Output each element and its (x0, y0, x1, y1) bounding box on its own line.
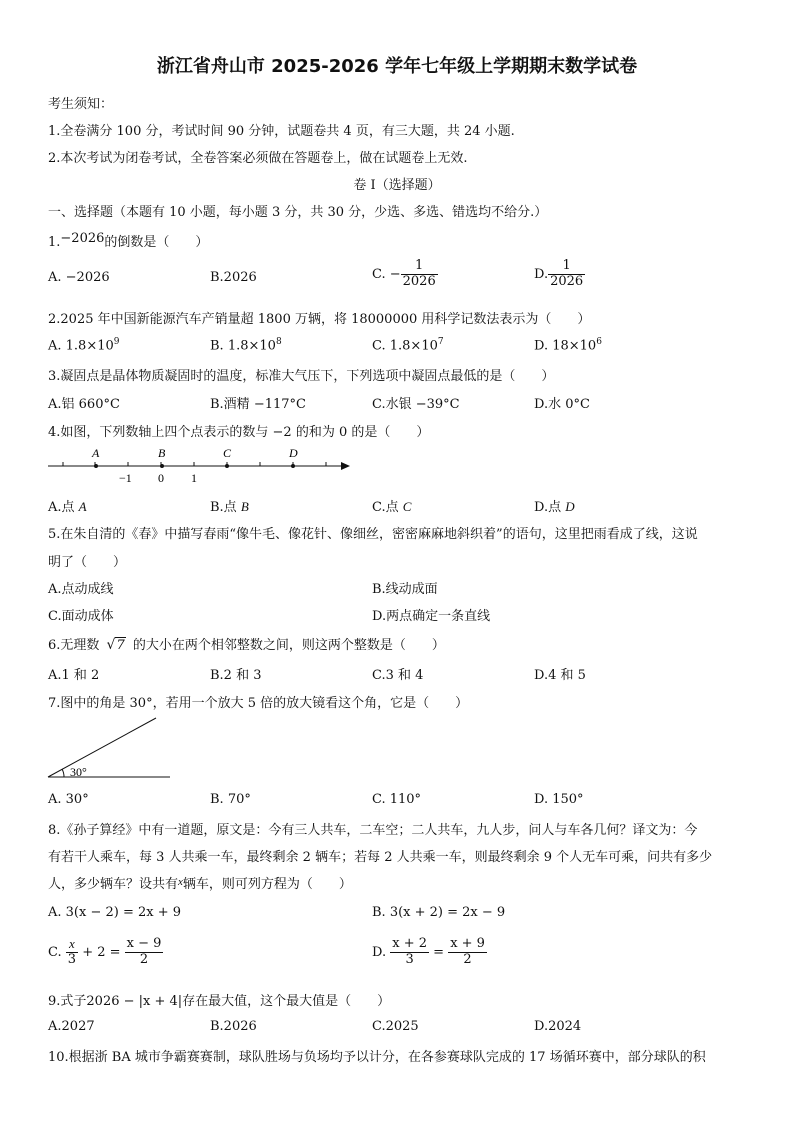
q1-option-b: B.2026 (210, 270, 257, 285)
q8-option-c: C. $\frac{x}{3}$ + 2 = $\frac{x - 9}{2}$ (48, 936, 162, 967)
point-a-label: A (92, 446, 100, 460)
tick-label-0: 0 (158, 471, 164, 485)
q1-option-c: C. − $\frac{1}{2026}$ (372, 258, 436, 289)
exam-title: 浙江省舟山市 2025-2026 学年七年级上学期期末数学试卷 (156, 56, 638, 77)
number-line-arrow (341, 462, 350, 470)
notice-item-2: 2.本次考试为闭卷考试，全卷答案必须做在答题卷上，做在试题卷上无效. (48, 151, 468, 166)
q6-option-a: A.1 和 2 (48, 668, 100, 683)
question-9-stem: 9.式子2026 − |x + 4|存在最大值，这个最大值是（ ） (48, 994, 391, 1009)
q1-option-a: A. −2026 (48, 270, 110, 285)
question-2-stem: 2.2025 年中国新能源汽车产销量超 1800 万辆，将 18000000 用科学记数法表示为（ ） (48, 312, 591, 327)
q3-option-c: C.水银 −39°C (372, 397, 460, 412)
q5-option-b: B.线动成面 (372, 582, 438, 597)
q1-option-d: D. $\frac{1}{2026}$ (534, 258, 584, 289)
point-a (94, 464, 98, 468)
q8-option-d: D. $\frac{x + 2}{3}$ = $\frac{x + 9}{2}$ (372, 936, 485, 967)
q3-option-d: D.水 0°C (534, 397, 590, 412)
q9-option-a: A.2027 (48, 1019, 95, 1034)
q8-option-a: A. 3(x − 2) = 2x + 9 (48, 905, 182, 920)
q2-option-c: C. $1.8\times 10^7$ (372, 337, 444, 354)
q7-option-c: C. 110° (372, 792, 422, 807)
question-5-stem-line1: 5.在朱自清的《春》中描写春雨“像牛毛、像花针、像细丝，密密麻麻地斜织着”的语句，这里把雨看成了线，这说 (48, 527, 698, 542)
q4-option-c: C.点 C (372, 499, 412, 515)
angle-figure (44, 714, 174, 780)
q5-option-c: C.面动成体 (48, 609, 114, 624)
sqrt-expression: √7 (106, 637, 125, 653)
q4-option-d: D.点 D (534, 499, 575, 515)
number-line-figure (44, 444, 354, 486)
q2-option-a: A. $1.8\times 10^9$ (48, 337, 120, 354)
tick-label-neg1: −1 (119, 471, 132, 485)
question-10-stem: 10.根据浙 BA 城市争霸赛赛制，球队胜场与负场均予以计分，在各参赛球队完成的 17 场循环赛中，部分球队的积 (48, 1050, 706, 1065)
angle-ray-slanted (48, 718, 156, 777)
q6-option-c: C.3 和 4 (372, 668, 424, 683)
question-4-stem: 4.如图，下列数轴上四个点表示的数与 −2 的和为 0 的是（ ） (48, 425, 430, 440)
question-6-stem: 6.无理数 √7 的大小在两个相邻整数之间，则这两个整数是（ ） (48, 637, 445, 653)
question-5-stem-line2: 明了（ ） (48, 555, 127, 570)
point-b-label: B (158, 446, 166, 460)
q6-option-b: B.2 和 3 (210, 668, 262, 683)
point-d-label: D (289, 446, 298, 460)
question-1-stem: 1.$^{-2026}$的倒数是（ ） (48, 231, 209, 250)
question-8-stem-line2: 有若干人乘车，每 3 人共乘一车，最终剩余 2 辆车；若每 2 人共乘一车，则最终剩余 9 个人无车可乘，问共有多少 (48, 850, 713, 865)
question-8-stem-line3: 人，多少辆车？设共有$^x$辆车，则可列方程为（ ） (48, 876, 352, 892)
q7-option-d: D. 150° (534, 792, 584, 807)
notice-item-1: 1.全卷满分 100 分，考试时间 90 分钟，试题卷共 4 页，有三大题，共 24 小题. (48, 124, 515, 139)
section-title: 卷 I（选择题） (353, 178, 441, 193)
question-7-stem: 7.图中的角是 30°，若用一个放大 5 倍的放大镜看这个角，它是（ ） (48, 696, 469, 711)
q5-option-d: D.两点确定一条直线 (372, 609, 491, 624)
question-3-stem: 3.凝固点是晶体物质凝固时的温度，标准大气压下，下列选项中凝固点最低的是（ ） (48, 369, 555, 384)
notice-heading: 考生须知： (48, 97, 114, 112)
point-d (291, 464, 295, 468)
question-8-stem-line1: 8.《孙子算经》中有一道题，原文是：今有三人共车，二车空；二人共车，九人步，问人与车各几何？译文为：今 (48, 823, 698, 838)
q9-option-b: B.2026 (210, 1019, 257, 1034)
q2-option-b: B. $1.8\times 10^8$ (210, 337, 282, 354)
q9-option-d: D.2024 (534, 1019, 582, 1034)
q3-option-a: A.铝 660°C (48, 397, 120, 412)
q5-option-a: A.点动成线 (48, 582, 114, 597)
point-c (225, 464, 229, 468)
part-one-heading: 一、选择题（本题有 10 小题，每小题 3 分，共 30 分，少选、多选、错选均不给分.） (48, 205, 548, 220)
q4-option-b: B.点 B (210, 499, 249, 515)
tick-label-1: 1 (191, 471, 197, 485)
q4-option-a: A.点 A (48, 499, 87, 515)
q7-option-b: B. 70° (210, 792, 251, 807)
q7-option-a: A. 30° (48, 792, 89, 807)
point-c-label: C (223, 446, 232, 460)
q2-option-d: D. $18\times 10^6$ (534, 337, 602, 354)
angle-arc (62, 769, 64, 777)
q9-option-c: C.2025 (372, 1019, 419, 1034)
q3-option-b: B.酒精 −117°C (210, 397, 306, 412)
q8-option-b: B. 3(x + 2) = 2x − 9 (372, 905, 506, 920)
point-b (160, 464, 164, 468)
q6-option-d: D.4 和 5 (534, 668, 586, 683)
angle-label: 30° (70, 765, 87, 779)
